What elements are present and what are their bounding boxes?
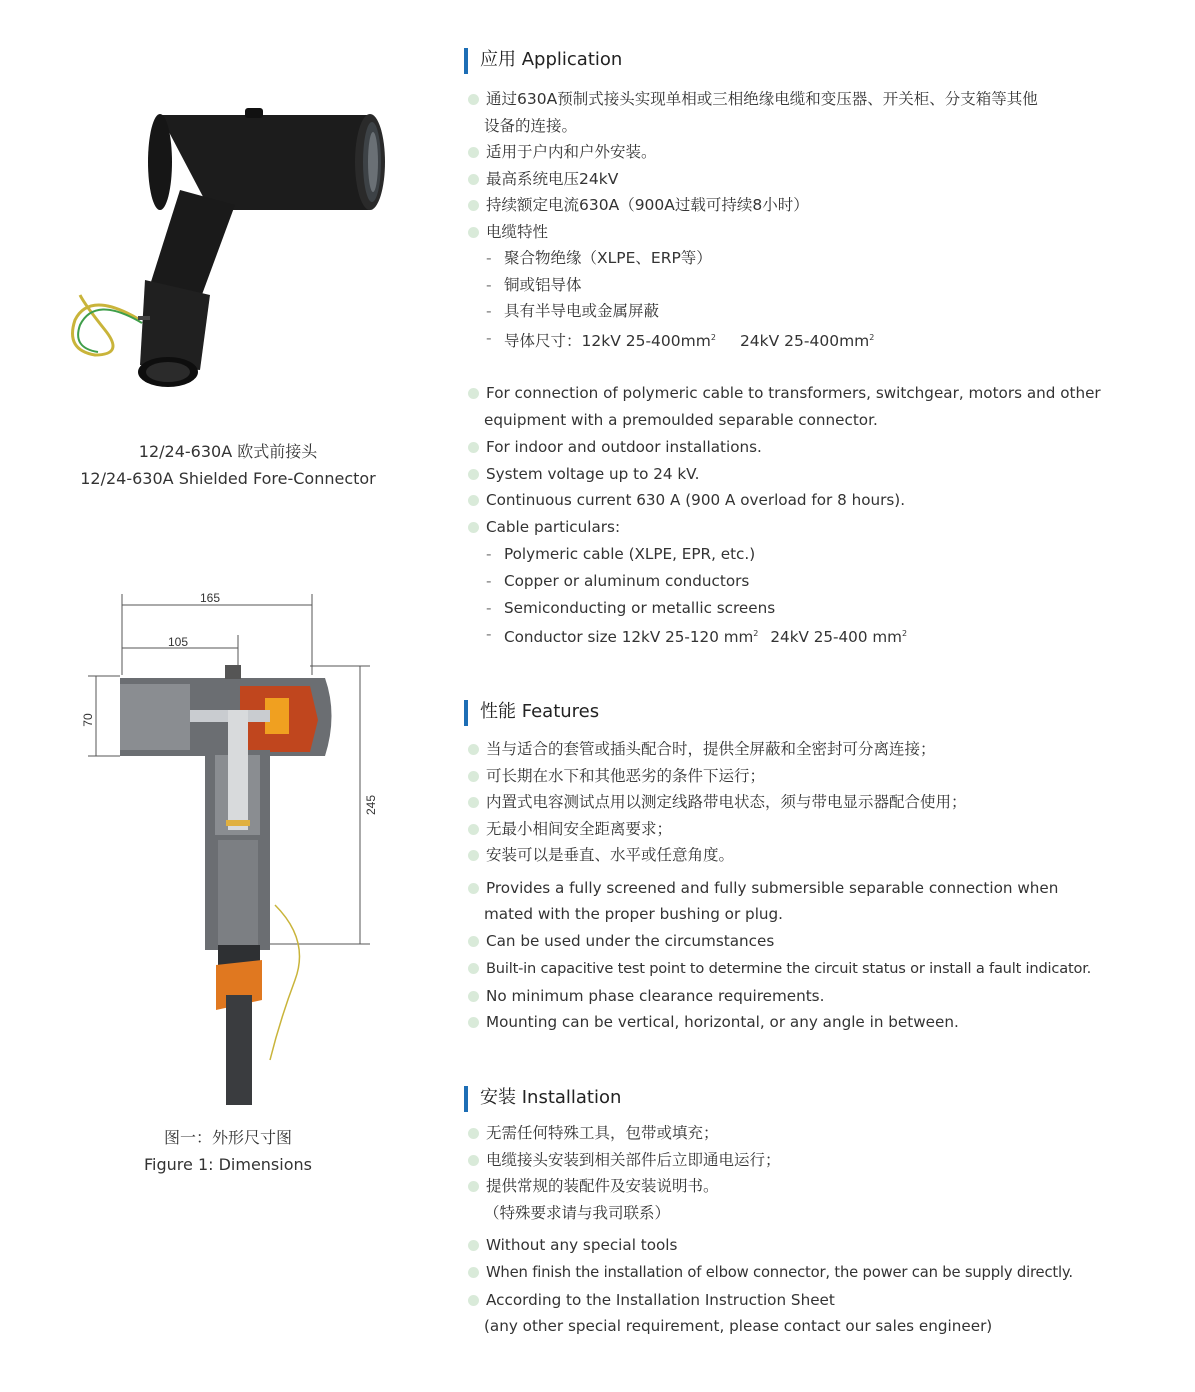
bullet-icon xyxy=(468,771,479,782)
list-item: - 具有半导电或金属屏蔽 xyxy=(486,302,660,320)
dim-105: 105 xyxy=(167,635,189,649)
bullet-icon xyxy=(468,824,479,835)
list-item: No minimum phase clearance requirements. xyxy=(464,983,1124,1010)
list-item: 电缆接头安装到相关部件后立即通电运行； xyxy=(464,1147,1124,1174)
list-item: 内置式电容测试点用以测定线路带电状态，须与带电显示器配合使用； xyxy=(464,789,1124,816)
features-en-list xyxy=(464,875,1124,1037)
application-title: 应用 Application xyxy=(464,48,1124,74)
bullet-icon xyxy=(468,1155,479,1166)
figure-caption-en: Figure 1: Dimensions xyxy=(144,1155,312,1174)
product-caption-cn: 12/24-630A 欧式前接头 xyxy=(138,442,318,461)
installation-cn-list xyxy=(464,1120,1124,1226)
application-en-list xyxy=(464,380,1124,651)
list-item: Provides a fully screened and fully submersible separable connection when xyxy=(464,875,1124,902)
bullet-icon xyxy=(468,522,479,533)
figure-caption-cn: 图一：外形尺寸图 xyxy=(163,1128,292,1147)
features-section xyxy=(464,700,1124,1036)
list-item: 安装可以是垂直、水平或任意角度。 xyxy=(464,842,1124,869)
figure-caption xyxy=(38,1124,418,1178)
list-item: Without any special tools xyxy=(464,1232,1124,1259)
bullet-icon xyxy=(468,936,479,947)
list-item: mated with the proper bushing or plug. xyxy=(484,905,784,924)
installation-title: 安装 Installation xyxy=(464,1086,1124,1112)
list-item: 无需任何特殊工具，包带或填充； xyxy=(464,1120,1124,1147)
bullet-icon xyxy=(468,495,479,506)
bullet-icon xyxy=(468,388,479,399)
list-item: - Conductor size 12kV 25-120 $mm^2$ 24kV 25-400 $mm^2$ xyxy=(486,625,908,647)
features-title: 性能 Features xyxy=(464,700,1124,726)
bullet-icon xyxy=(468,850,479,861)
bullet-icon xyxy=(468,1017,479,1028)
list-item: According to the Installation Instruction Sheet xyxy=(464,1287,1124,1314)
bullet-icon xyxy=(468,1240,479,1251)
list-item: System voltage up to 24 kV. xyxy=(464,461,1124,488)
bullet-icon xyxy=(468,883,479,894)
bullet-icon xyxy=(468,991,479,1002)
list-item: 通过630A预制式接头实现单相或三相绝缘电缆和变压器、开关柜、分支箱等其他 xyxy=(464,86,1124,113)
bullet-icon xyxy=(468,797,479,808)
dim-70: 70 xyxy=(81,713,95,727)
bullet-icon xyxy=(468,1181,479,1192)
dim-245: 245 xyxy=(364,794,378,816)
product-caption-en: 12/24-630A Shielded Fore-Connector xyxy=(80,469,376,488)
application-cn-list xyxy=(464,86,1124,354)
list-item: - 导体尺寸：12kV $25-400mm^2$ 24kV $25-400mm^2$ xyxy=(486,328,875,350)
bullet-icon xyxy=(468,1295,479,1306)
bullet-icon xyxy=(468,227,479,238)
list-item: (any other special requirement, please contact our sales engineer) xyxy=(484,1317,993,1336)
bullet-icon xyxy=(468,744,479,755)
list-item: 提供常规的装配件及安装说明书。 xyxy=(464,1173,1124,1200)
bullet-icon xyxy=(468,469,479,480)
list-item: 电缆特性 xyxy=(464,219,1124,246)
list-item: 最高系统电压24kV xyxy=(464,166,1124,193)
list-item: Mounting can be vertical, horizontal, or any angle in between. xyxy=(464,1009,1124,1036)
list-item: - Polymeric cable (XLPE, EPR, etc.) xyxy=(486,544,756,563)
list-item: - 聚合物绝缘（XLPE、ERP等） xyxy=(486,249,712,267)
bullet-icon xyxy=(468,963,479,974)
list-item: 可长期在水下和其他恶劣的条件下运行； xyxy=(464,763,1124,790)
list-item: Continuous current 630 A (900 A overload for 8 hours). xyxy=(464,487,1124,514)
features-cn-list xyxy=(464,736,1124,869)
bullet-icon xyxy=(468,200,479,211)
product-photo xyxy=(50,90,400,410)
list-item: - Semiconducting or metallic screens xyxy=(486,598,776,617)
installation-section xyxy=(464,1086,1124,1340)
list-item: Built-in capacitive test point to determine the circuit status or install a fault indicator. xyxy=(464,955,1124,983)
product-caption xyxy=(38,438,418,492)
installation-en-list xyxy=(464,1232,1124,1340)
list-item: 设备的连接。 xyxy=(484,116,578,135)
bullet-icon xyxy=(468,147,479,158)
list-item: （特殊要求请与我司联系） xyxy=(484,1203,671,1222)
list-item: 适用于户内和户外安装。 xyxy=(464,139,1124,166)
list-item: - 铜或铝导体 xyxy=(486,275,582,294)
list-item: For indoor and outdoor installations. xyxy=(464,434,1124,461)
list-item: Can be used under the circumstances xyxy=(464,928,1124,955)
dimension-drawing xyxy=(70,580,410,1110)
bullet-icon xyxy=(468,1267,479,1278)
list-item: 当与适合的套管或插头配合时，提供全屏蔽和全密封可分离连接； xyxy=(464,736,1124,763)
list-item: When finish the installation of elbow connector, the power can be supply directly. xyxy=(464,1259,1124,1287)
list-item: Cable particulars: xyxy=(464,514,1124,541)
bullet-icon xyxy=(468,442,479,453)
list-item: equipment with a premoulded separable connector. xyxy=(484,410,878,429)
bullet-icon xyxy=(468,174,479,185)
application-section xyxy=(464,48,1124,651)
dim-165: 165 xyxy=(199,591,221,605)
list-item: For connection of polymeric cable to transformers, switchgear, motors and other xyxy=(464,380,1124,407)
list-item: 持续额定电流630A（900A过载可持续8小时） xyxy=(464,192,1124,219)
list-item: - Copper or aluminum conductors xyxy=(486,571,750,590)
bullet-icon xyxy=(468,1128,479,1139)
bullet-icon xyxy=(468,94,479,105)
list-item: 无最小相间安全距离要求； xyxy=(464,816,1124,843)
